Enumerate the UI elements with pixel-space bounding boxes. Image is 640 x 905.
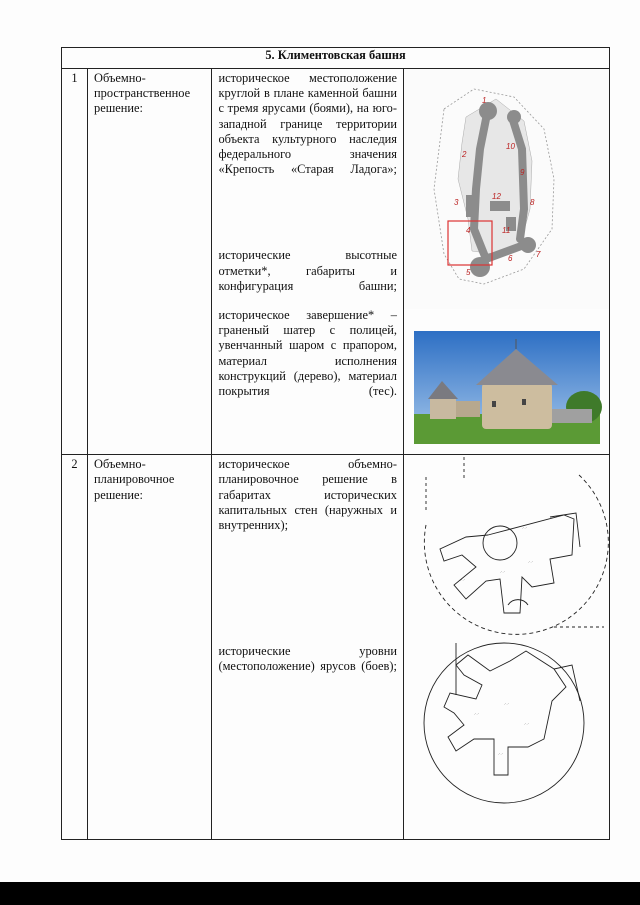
plan-label: 1: [481, 96, 487, 105]
description-item: историческое объемно-планировочное решение в габаритах исторических капитальных стен (наружных и внутренних);: [218, 457, 397, 533]
table-row: [62, 69, 610, 455]
table-row: [62, 455, 610, 840]
svg-text:.·.·: .·.·: [499, 569, 505, 575]
plan-label: 4: [465, 226, 471, 235]
svg-text:.·.·: .·.·: [521, 525, 527, 531]
description-item: исторические уровни (местоположение) ярусов (боев);: [218, 644, 397, 674]
tower-floor-plans: [404, 455, 609, 835]
row-description: [212, 455, 404, 840]
floor-plan-drawing: [424, 457, 608, 803]
row-category: Объемно-пространственное решение:: [88, 69, 212, 455]
plan-label: 3: [453, 198, 459, 207]
svg-text:.·.·: .·.·: [473, 711, 479, 717]
illustrations-cell: [403, 69, 609, 455]
svg-text:.·.·: .·.·: [523, 721, 529, 727]
plan-label: 7: [535, 250, 541, 259]
scan-bottom-border: [0, 882, 640, 905]
description-item: исторические высотные отметки*, габариты и конфигурация башни;: [218, 248, 397, 293]
svg-text:.·.·: .·.·: [527, 559, 533, 565]
illustrations-cell: [403, 455, 609, 840]
row-description: [212, 69, 404, 455]
heritage-table: [61, 47, 610, 840]
plan-label: 11: [501, 226, 511, 235]
tower-photo: [414, 331, 602, 444]
plan-label: 5: [465, 268, 471, 277]
fortress-plan-and-photo: [404, 69, 609, 450]
plan-label: 6: [507, 254, 513, 263]
row-number: 2: [62, 455, 88, 840]
svg-text:.·.·: .·.·: [503, 701, 509, 707]
plan-label: 10: [505, 142, 515, 151]
plan-label: 2: [461, 150, 467, 159]
plan-label: 12: [491, 192, 501, 201]
plan-label: 8: [529, 198, 535, 207]
row-number: 1: [62, 69, 88, 455]
svg-text:.·.·: .·.·: [497, 751, 503, 757]
fortress-plan-drawing: [404, 69, 609, 309]
svg-text:.·.·: .·.·: [459, 577, 465, 583]
section-title: 5. Климентовская башня: [62, 48, 610, 69]
plan-label: 9: [519, 168, 525, 177]
description-item: историческое местоположение круглой в плане каменной башни с тремя ярусами (боями), на юго-западной границе территории объекта культурного наследия федерального значения «Крепость «Старая Ладога»;: [218, 71, 397, 177]
row-category: Объемно-планировочное решение:: [88, 455, 212, 840]
description-item: историческое завершение* – граненый шатер с полицей, увенчанный шаром с прапором, материал исполнения конструкций (дерево), материал покрытия (тес).: [218, 308, 397, 399]
